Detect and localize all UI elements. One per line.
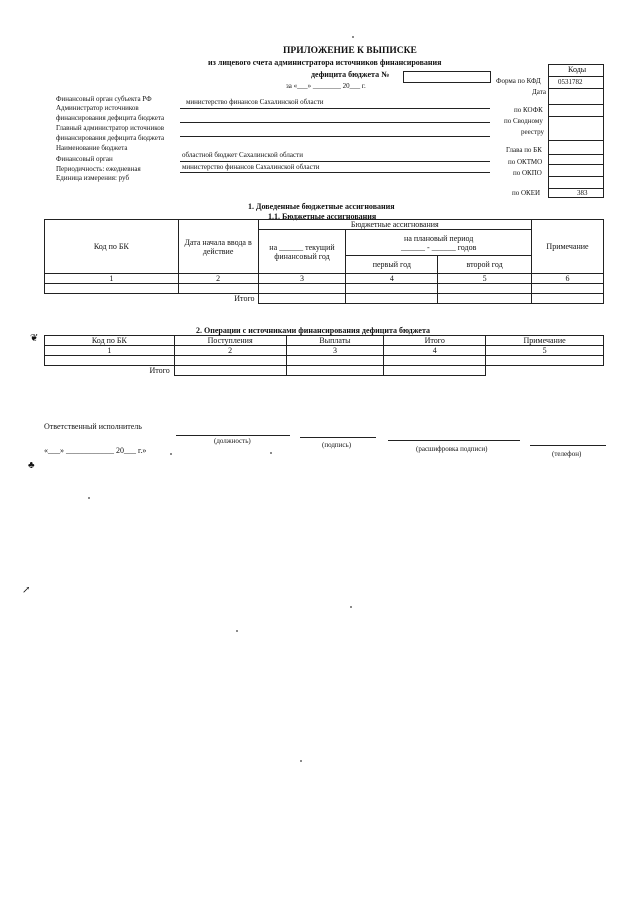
phone-caption: (телефон) (552, 450, 582, 458)
info-label-7: Финансовый орган (56, 155, 113, 163)
info-label-8: Периодичность: ежедневная (56, 165, 141, 173)
col-num-5: 5 (438, 274, 532, 284)
footer-date: «___» ____________ 20___ г.» (44, 446, 147, 455)
oktmo-label: по ОКТМО (508, 158, 543, 166)
budget-allocations-table (44, 219, 604, 304)
ops-col-note: Примечание (486, 336, 604, 346)
info-label-4: Главный администратор источников (56, 124, 165, 132)
section2-title: 2. Операции с источниками финансирования дефицита бюджета (196, 326, 430, 335)
col-note-header: Примечание (532, 220, 604, 274)
glava-label: Глава по БК (506, 146, 542, 154)
date-line: за «___» ________ 20___ г. (286, 82, 366, 90)
info-label-9: Единица измерения: руб (56, 174, 130, 182)
table-row (45, 284, 604, 294)
okei-label: по ОКЕИ (512, 189, 541, 197)
info-value-1: министерство финансов Сахалинской области (186, 98, 324, 106)
info-label-3: финансирования дефицита бюджета (56, 114, 165, 122)
account-number-field (403, 71, 491, 83)
kofk-label: по КОФК (514, 106, 543, 114)
responsible-label: Ответственный исполнитель (44, 422, 142, 431)
document-subtitle: из лицевого счета администратора источников финансирования (208, 58, 442, 67)
info-value-7: министерство финансов Сахалинской области (182, 163, 320, 171)
svod-label-2: реестру (521, 128, 545, 136)
okpo-label: по ОКПО (513, 169, 542, 177)
col-first-header: первый год (346, 256, 438, 274)
col-plan-line-1: на плановый период (404, 233, 474, 243)
ops-num-4: 4 (384, 346, 486, 356)
col-num-3: 3 (258, 274, 346, 284)
section1-subtitle: 1.1. Бюджетные ассигнования (268, 212, 377, 221)
col-kod-header: Код по БК (45, 220, 179, 274)
date-label: Дата (532, 88, 546, 96)
col-second-header: второй год (438, 256, 532, 274)
info-value-6: областной бюджет Сахалинской области (182, 151, 303, 159)
col-ba-header: Бюджетные ассигнования (258, 220, 532, 230)
form-code: 0531782 (558, 78, 583, 86)
section1-title: 1. Доведенные бюджетные ассигнования (248, 202, 395, 211)
info-label-6: Наименование бюджета (56, 144, 128, 152)
document-title: ПРИЛОЖЕНИЕ К ВЫПИСКЕ (283, 46, 417, 56)
ops-col-out: Выплаты (286, 336, 384, 346)
scan-mark-icon: ♣ (28, 460, 35, 471)
okei-code: 383 (577, 189, 588, 197)
operations-table (44, 335, 604, 376)
ops-num-5: 5 (486, 346, 604, 356)
total-label: Итого (234, 294, 255, 304)
table-row (45, 356, 604, 366)
scan-mark-icon: ❦ (30, 333, 39, 344)
ops-col-total: Итого (384, 336, 486, 346)
col-date-header: Дата начала ввода в действие (178, 220, 258, 274)
info-label-2: Администратор источников (56, 104, 139, 112)
total-row (45, 294, 604, 304)
col-current-line-2: финансовый год (274, 251, 330, 261)
col-current-line-1: на ______ текущий (269, 242, 335, 252)
ops-total-row (45, 366, 604, 376)
col-num-4: 4 (346, 274, 438, 284)
position-caption: (должность) (214, 437, 251, 445)
signature-caption: (подпись) (322, 441, 352, 449)
col-current-header (258, 230, 346, 274)
form-label: Форма по КФД (496, 77, 541, 85)
info-label-1: Финансовый орган субъекта РФ (56, 95, 152, 103)
ops-col-kod: Код по БК (45, 336, 175, 346)
codes-header: Коды (568, 65, 587, 74)
scan-mark-icon: ↗ (22, 585, 31, 596)
info-label-5: финансирования дефицита бюджета (56, 134, 165, 142)
ops-total-label: Итого (149, 366, 170, 376)
ops-col-in: Поступления (174, 336, 286, 346)
col-num-2: 2 (178, 274, 258, 284)
decode-caption: (расшифровка подписи) (416, 445, 488, 453)
col-num-1: 1 (45, 274, 179, 284)
ops-num-1: 1 (45, 346, 175, 356)
col-plan-line-2: ______ - ______ годов (401, 242, 477, 252)
ops-num-2: 2 (174, 346, 286, 356)
document-subtitle-2: дефицита бюджета № (311, 70, 390, 79)
svod-label: по Сводному (504, 117, 543, 125)
col-num-6: 6 (532, 274, 604, 284)
col-plan-header (346, 230, 532, 256)
ops-num-3: 3 (286, 346, 384, 356)
